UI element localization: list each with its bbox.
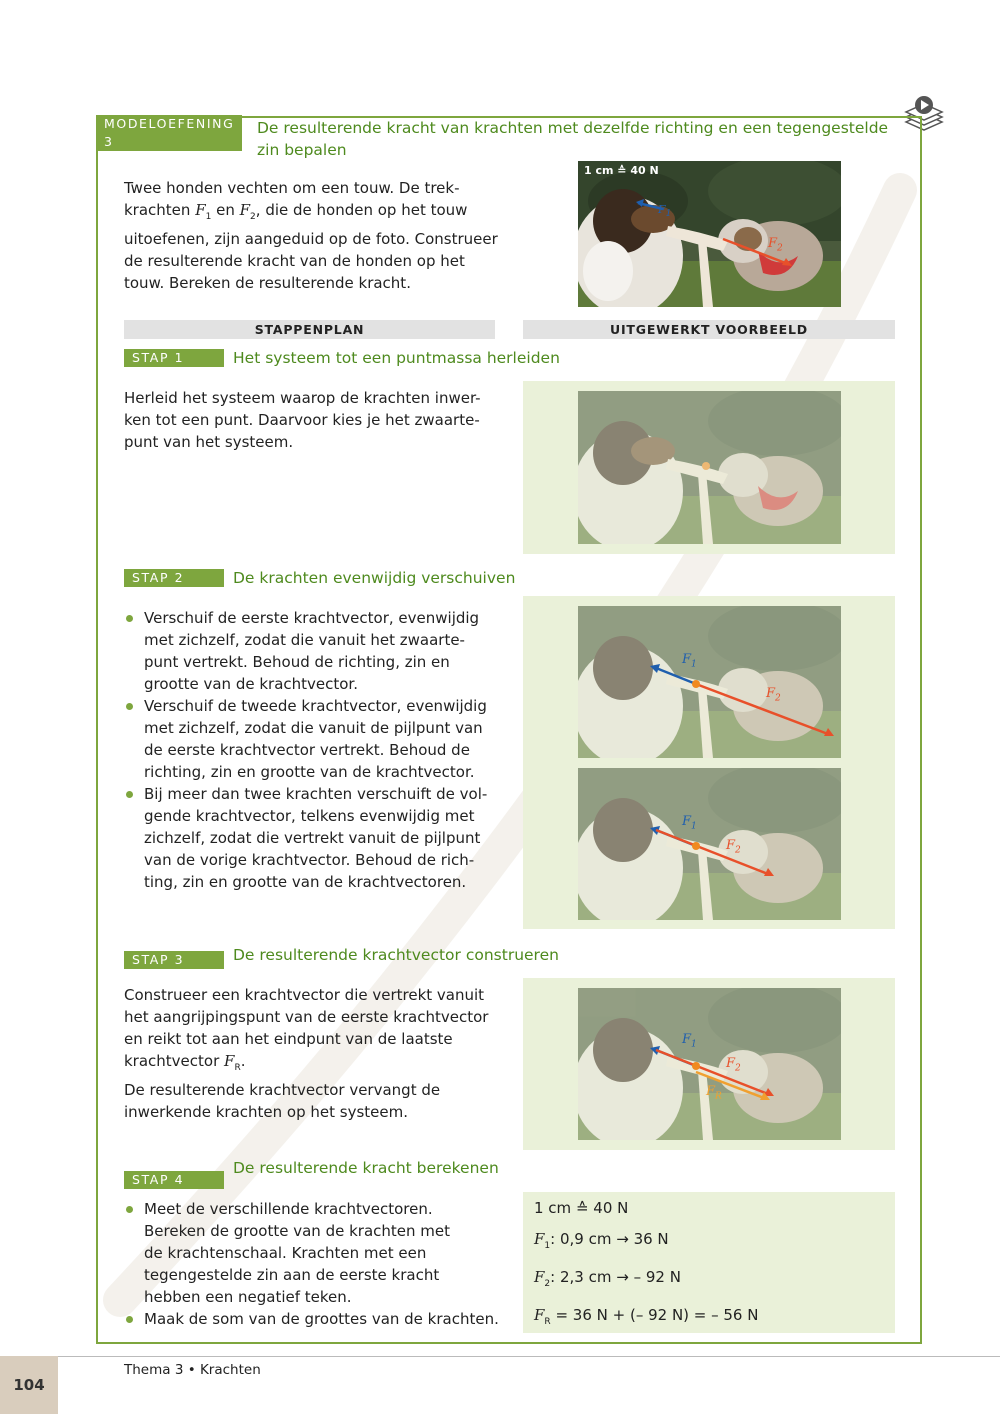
label-f1-symbol: F (682, 652, 692, 667)
step-3-line: inwerkende krachten op het systeem. (124, 1103, 409, 1121)
bullet-line: Bij meer dan twee krachten verschuift de vol- (144, 785, 488, 803)
calc-f1 (534, 1224, 884, 1262)
calc-f1-sub: 1 (544, 1241, 551, 1251)
footer-theme: Thema 3 • Krachten (124, 1362, 261, 1378)
calc-fr (534, 1300, 884, 1338)
page-number: 104 (0, 1356, 58, 1414)
step-1-line: ken tot een punt. Daarvoor kies je het zwaarte- (124, 411, 480, 429)
calc-f2 (534, 1262, 884, 1300)
intro-line: uitoefenen, zijn aangeduid op de foto. Construeer (124, 230, 498, 248)
fr-symbol: F (224, 1052, 235, 1070)
bullet-line: tegengestelde zin aan de eerste kracht (144, 1266, 440, 1284)
label-f2 (726, 1056, 741, 1074)
label-f2 (726, 838, 741, 856)
step-1-line: punt van het systeem. (124, 433, 294, 451)
photo-label-f1 (658, 203, 671, 219)
dogs-photo-step-1 (578, 391, 841, 544)
label-f2-sub: 2 (735, 1063, 741, 1074)
intro-line: touw. Bereken de resulterende kracht. (124, 274, 411, 292)
step-3-line (124, 1050, 514, 1079)
step-2-bullet (124, 695, 504, 783)
step-3-text (124, 984, 514, 1123)
bullet-line: richting, zin en grootte van de krachtvector. (144, 763, 475, 781)
step-3-title: De resulterende krachtvector construeren (233, 946, 559, 964)
bullet-line: Verschuif de tweede krachtvector, evenwijdig (144, 697, 487, 715)
label-fr-sub: R (715, 1091, 722, 1102)
step-3-line: het aangrijpingspunt van de eerste krachtvector (124, 1008, 489, 1026)
bullet-line: van de vorige krachtvector. Behoud de rich- (144, 851, 475, 869)
dogs-photo-step-2a (578, 606, 841, 758)
bullet-line: gende krachtvector, telkens evenwijdig met (144, 807, 475, 825)
footer-divider (0, 1356, 1000, 1357)
dogs-photo-intro (578, 161, 841, 307)
calc-f2-value: : 2,3 cm → – 92 N (550, 1268, 681, 1286)
step-4-tag: STAP 4 (124, 1171, 224, 1189)
calc-fr-value: = 36 N + (– 92 N) = – 56 N (550, 1306, 759, 1324)
bullet-line: met zichzelf, zodat die vanuit de pijlpunt van (144, 719, 483, 737)
label-f2-sub: 2 (735, 845, 741, 856)
exercise-title: De resulterende kracht van krachten met dezelfde richting en een tegengestelde zin bepalen (257, 119, 889, 159)
bullet-line: met zichzelf, zodat die vanuit het zwaarte- (144, 631, 465, 649)
calc-f2-sub: 2 (544, 1279, 551, 1289)
bullet-line: grootte van de krachtvector. (144, 675, 358, 693)
intro-text-part: en (211, 201, 240, 219)
bullet-line: punt vertrekt. Behoud de richting, zin en (144, 653, 450, 671)
bullet-line: Meet de verschillende krachtvectoren. (144, 1200, 433, 1218)
label-f1-sub: 1 (691, 1039, 697, 1050)
photo-label-f1-symbol: F (658, 203, 666, 216)
intro-text-part: krachten (124, 201, 196, 219)
label-f2 (766, 686, 781, 704)
calc-f2-symbol: F (534, 1268, 545, 1286)
step-3-text-part: . (240, 1052, 246, 1070)
calc-fr-symbol: F (534, 1306, 545, 1324)
calc-scale: 1 cm ≙ 40 N (534, 1199, 629, 1217)
photo-label-f1-sub: 1 (665, 209, 672, 220)
label-f2-symbol: F (766, 686, 776, 701)
label-f1 (682, 652, 697, 670)
exercise-tag: MODELOEFENING 3 (96, 115, 242, 151)
f1-symbol: F (195, 201, 206, 219)
label-f1-sub: 1 (691, 821, 697, 832)
label-f1-symbol: F (682, 1032, 692, 1047)
step-3-line: en reikt tot aan het eindpunt van de laatste (124, 1030, 453, 1048)
intro-text (124, 177, 524, 294)
step-1-text (124, 387, 504, 453)
step-1-line: Herleid het systeem waarop de krachten inwer- (124, 389, 481, 407)
bullet-line: de eerste krachtvector vertrekt. Behoud de (144, 741, 470, 759)
intro-line: Twee honden vechten om een touw. De trek- (124, 179, 460, 197)
step-4-text (124, 1198, 514, 1330)
column-header-stappenplan: STAPPENPLAN (124, 320, 495, 339)
label-f2-symbol: F (726, 1056, 736, 1071)
step-2-tag: STAP 2 (124, 569, 224, 587)
step-4-bullet (124, 1308, 514, 1330)
center-of-mass-dot (702, 462, 710, 470)
column-header-uitgewerkt: UITGEWERKT VOORBEELD (523, 320, 895, 339)
dogs-photo-step-3 (578, 988, 841, 1140)
fr-sub: R (234, 1063, 241, 1073)
step-4-bullet (124, 1198, 514, 1308)
calc-fr-sub: R (544, 1317, 551, 1327)
step-2-text (124, 607, 504, 893)
label-fr (706, 1084, 722, 1102)
step-3-text-part: krachtvector (124, 1052, 225, 1070)
f1-sub: 1 (205, 212, 212, 222)
intro-line: de resulterende kracht van de honden op het (124, 252, 465, 270)
calculation-block (534, 1193, 884, 1338)
photo-scale-label: 1 cm ≙ 40 N (584, 164, 659, 177)
step-2-title: De krachten evenwijdig verschuiven (233, 569, 516, 587)
f2-sub: 2 (250, 212, 256, 222)
step-3-line: De resulterende krachtvector vervangt de (124, 1081, 441, 1099)
step-2-bullet (124, 783, 504, 893)
bullet-line: Bereken de grootte van de krachten met (144, 1222, 450, 1240)
photo-label-f2-sub: 2 (777, 243, 783, 254)
bullet-line: ting, zin en grootte van de krachtvectoren. (144, 873, 467, 891)
label-f2-symbol: F (726, 838, 736, 853)
photo-label-f2-symbol: F (768, 236, 778, 251)
bullet-line: hebben een negatief teken. (144, 1288, 352, 1306)
bullet-line: Maak de som van de groottes van de krachten. (144, 1310, 499, 1328)
step-4-title: De resulterende kracht berekenen (233, 1159, 499, 1177)
step-3-tag: STAP 3 (124, 951, 224, 969)
calc-f1-value: : 0,9 cm → 36 N (550, 1230, 669, 1248)
label-f1-sub: 1 (691, 659, 697, 670)
intro-line (124, 199, 524, 228)
dogs-photo-step-2b (578, 768, 841, 920)
f2-symbol: F (239, 201, 251, 219)
label-f1 (682, 1032, 697, 1050)
step-2-bullet (124, 607, 504, 695)
bullet-line: de krachtenschaal. Krachten met een (144, 1244, 427, 1262)
photo-label-f2 (768, 236, 783, 254)
label-f1 (682, 814, 697, 832)
label-fr-symbol: F (706, 1084, 716, 1099)
step-3-line: Construeer een krachtvector die vertrekt vanuit (124, 986, 485, 1004)
label-f1-symbol: F (682, 814, 692, 829)
step-1-title: Het systeem tot een puntmassa herleiden (233, 349, 560, 367)
bullet-line: Verschuif de eerste krachtvector, evenwijdig (144, 609, 480, 627)
calc-f1-symbol: F (534, 1230, 545, 1248)
label-f2-sub: 2 (775, 693, 781, 704)
intro-text-part: , die de honden op het touw (255, 201, 468, 219)
bullet-line: zichzelf, zodat die vertrekt vanuit de pijlpunt (144, 829, 481, 847)
step-1-tag: STAP 1 (124, 349, 224, 367)
